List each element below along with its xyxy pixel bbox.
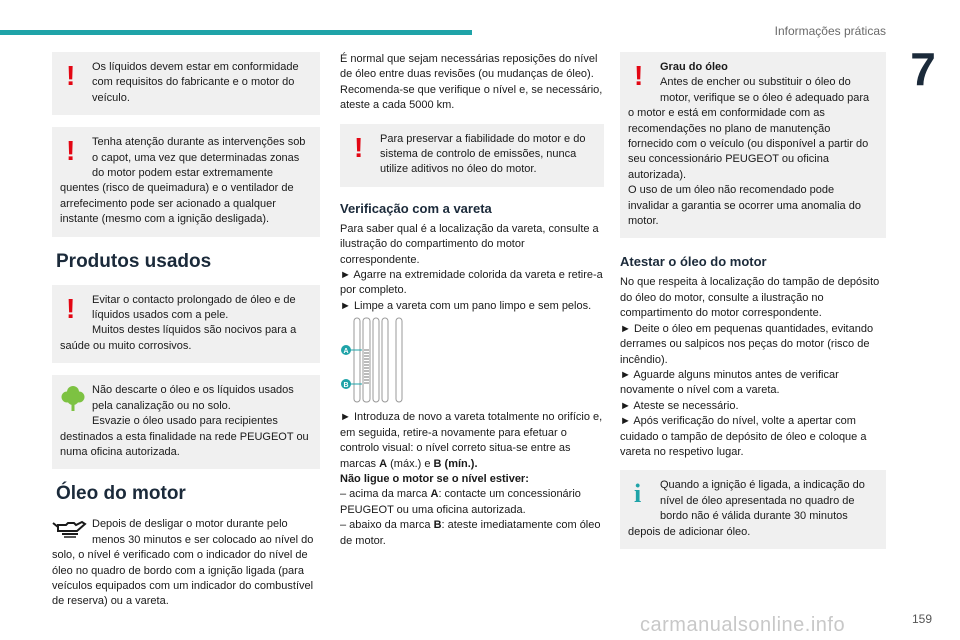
step-wait: ► Aguarde alguns minutos antes de verificar novamente o nível com a vareta. [620,368,839,397]
chapter-number: 7 [910,43,936,95]
do-not-start-warning: Não ligue o motor se o nível estiver: [340,472,529,485]
warning-box-fluids: ! Os líquidos devem estar em conformidade com requisitos do fabricante e o motor do veículo. [52,52,320,115]
step-reinsert-dipstick: ► Introduza de novo a vareta totalmente no orifício e, em seguida, retire-a novamente para efetuar o controlo visual: o nível correto situa-se entre as marcas A (máx.) e B (mín.). [340,411,603,470]
footer-watermark: carmanualsonline.info [640,614,846,636]
engine-oil-paragraph: Depois de desligar o motor durante pelo menos 30 minutos e ser colocado ao nível do solo, o nível é verificado com o indicador do nível de óleo no quadro de bordo com a ignição ligada (para veículos equipados com um indicador do combustível de reserva) ou a vareta. [52,518,314,608]
step-refit-cap: ► Após verificação do nível, volte a apertar com cuidado o tampão de depósito de óleo e coloque a vareta no respetivo lugar. [620,415,867,458]
warning-icon: ! [634,60,644,91]
dipstick-intro: Para saber qual é a localização da vareta, consulte a ilustração do compartimento do motor correspondente. [340,222,599,266]
mark-b-label: B [343,382,349,390]
step-top-up: ► Ateste se necessário. [620,399,739,412]
heading-top-up-oil: Atestar o óleo do motor [620,254,767,270]
column-middle [340,52,604,549]
mark-a-label: A [343,348,349,356]
heading-dipstick-check: Verificação com a vareta [340,200,492,216]
tree-icon [60,383,86,415]
warning-icon: ! [66,135,76,167]
filler-cap-paragraph: No que respeita à localização do tampão de depósito do óleo do motor, consulte a ilustração no compartimento do motor correspondente. [620,276,880,320]
warning-icon: ! [354,131,364,163]
header-accent-bar [0,30,472,35]
step-grab-dipstick: ► Agarre na extremidade colorida da vareta e retire-a por completo. [340,269,603,297]
warning-box-additives: ! Para preservar a fiabilidade do motor e do sistema de controlo de emissões, nunca utilize aditivos no óleo do motor. [340,124,604,187]
column-right [620,52,886,561]
step-pour-oil: ► Deite o óleo em pequenas quantidades, evitando derrames ou salpicos nos peças do motor (risco de incêndio). [620,322,874,366]
info-box-gauge: i Quando a ignição é ligada, a indicação do nível de óleo apresentada no quadro de bordo não é válida durante 30 minutos depois de adicionar óleo. [620,470,886,549]
warning-box-skin-contact: ! Evitar o contacto prolongado de óleo e de líquidos usados com a pele. Muitos destes líquidos são nocivos para a saúde ou muito corrosivos. [52,285,320,364]
level-below-b: – abaixo da marca B: ateste imediatamente com óleo de motor. [340,519,601,547]
info-icon: i [634,479,642,509]
column-left [52,52,320,610]
page-number: 159 [912,612,933,626]
warning-box-engine-heat: ! Tenha atenção durante as intervenções sob o capot, uma vez que determinadas zonas do motor podem estar extremamente quentes (risco de queimadura) e o ventilador de arrefecimento pode ser acionado a qualquer instante (mesmo com a ignição desligada). [52,127,320,236]
dipstick-illustration [340,316,604,404]
oil-topup-paragraph: É normal que sejam necessárias reposições do nível de óleo entre duas revisões (ou mudanças de óleo). Recomenda-se que verifique o nível e, se necessário, ateste a cada 5000 km. [340,53,603,112]
eco-box-disposal: Não descarte o óleo e os líquidos usados pela canalização ou no solo. Esvazie o óleo usado para recipientes destinados a esta finalidade na rede PEUGEOT ou numa oficina autorizada. [52,375,320,469]
warning-icon: ! [66,292,76,324]
step-wipe-dipstick: ► Limpe a vareta com um pano limpo e sem pelos. [340,299,592,312]
heading-used-products: Produtos usados [56,250,212,272]
warning-box-oil-grade: ! Grau do óleo Antes de encher ou substituir o óleo do motor, verifique se o óleo é adequado para o motor e está em conformidade com as recomendações no plano de manutenção fornecido com o veículo (ou disponível a partir do seu concessionário PEUGEOT ou oficina autorizada). O uso de um óleo não recomendado pode invalidar a garantia se ocorrer uma anomalia do motor. [620,52,886,238]
warning-icon: ! [66,60,76,91]
oil-can-icon [52,517,88,541]
heading-engine-oil: Óleo do motor [56,483,186,505]
level-above-a: – acima da marca A: contacte um concessionário PEUGEOT ou uma oficina autorizada. [340,488,581,516]
section-title: Informações práticas [774,24,886,38]
